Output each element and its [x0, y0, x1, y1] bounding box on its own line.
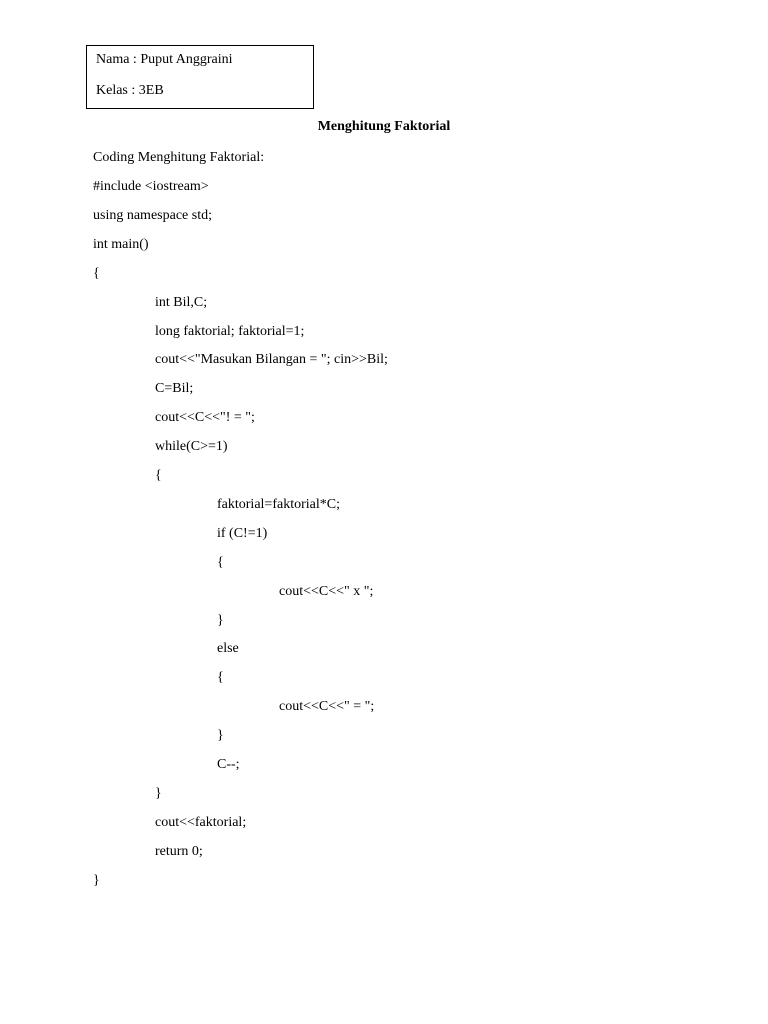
code-line: cout<<C<<" = "; [279, 699, 375, 715]
code-line: C=Bil; [155, 381, 194, 397]
code-line: { [155, 468, 162, 483]
code-line: #include <iostream> [93, 179, 209, 194]
code-heading: Coding Menghitung Faktorial: [93, 150, 265, 165]
code-line: } [217, 612, 224, 628]
code-line: int main() [93, 236, 149, 252]
code-line: else [217, 641, 239, 657]
student-name: Nama : Puput Anggraini [96, 52, 233, 67]
document-title: Menghitung Faktorial [317, 119, 451, 134]
code-line: long faktorial; faktorial=1; [155, 323, 305, 339]
code-line: { [217, 554, 224, 570]
code-line: int Bil,C; [155, 294, 208, 310]
student-class: Kelas : 3EB [96, 83, 164, 98]
code-line: { [93, 265, 100, 281]
code-line: { [217, 670, 224, 686]
code-line: } [93, 872, 100, 888]
code-line: } [155, 785, 162, 801]
code-line: cout<<"Masukan Bilangan = "; cin>>Bil; [155, 352, 388, 368]
code-line: cout<<C<<" x "; [279, 583, 374, 599]
code-line: C--; [217, 757, 240, 772]
code-line: if (C!=1) [217, 525, 268, 541]
code-line: } [217, 728, 224, 744]
code-line: cout<<faktorial; [155, 814, 247, 830]
code-line: using namespace std; [93, 207, 212, 223]
code-line: return 0; [155, 843, 203, 859]
code-line: cout<<C<<"! = "; [155, 410, 255, 426]
code-line: faktorial=faktorial*C; [217, 496, 340, 512]
code-line: while(C>=1) [155, 439, 228, 455]
